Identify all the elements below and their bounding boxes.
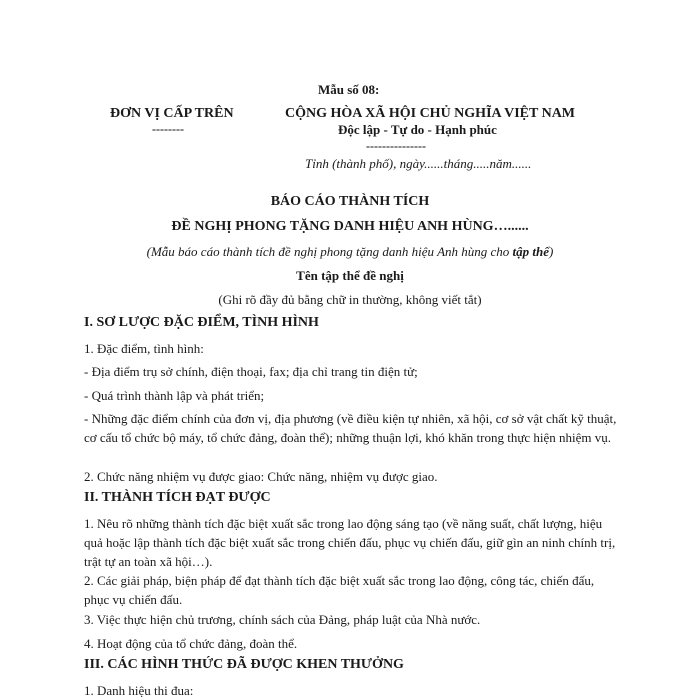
section-1-para-2: - Địa điểm trụ sở chính, điện thoại, fax; địa chỉ trang tin điện tử; [84,364,418,379]
section-3-para-1: 1. Danh hiệu thi đua: [84,683,194,698]
collective-note: (Ghi rõ đầy đủ bằng chữ in thường, không viết tắt) [218,292,482,307]
country-name: CỘNG HÒA XÃ HỘI CHỦ NGHĨA VIỆT NAM [285,106,576,121]
section-2-para-4: 4. Hoạt động của tổ chức đảng, đoàn thể. [84,636,298,651]
motto-dashes: --------------- [366,139,426,153]
section-3-heading: III. CÁC HÌNH THỨC ĐÃ ĐƯỢC KHEN THƯỞNG [84,657,404,672]
section-2-para-3: 3. Việc thực hiện chủ trương, chính sách của Đảng, pháp luật của Nhà nước. [84,612,481,627]
section-2-para-2: 2. Các giải pháp, biện pháp để đạt thành tích đặc biệt xuất sắc trong lao động, công tác, chiến đấu, phục vụ chiến đấu. [84,573,595,607]
section-2-heading: II. THÀNH TÍCH ĐẠT ĐƯỢC [84,490,271,505]
section-1-para-1: 1. Đặc điểm, tình hình: [84,341,204,356]
superior-unit: ĐƠN VỊ CẤP TRÊN [110,106,234,121]
section-1-para-5: 2. Chức năng nhiệm vụ được giao: Chức năng, nhiệm vụ được giao. [84,469,438,484]
superior-unit-dashes: -------- [152,122,184,136]
report-subtitle: (Mẫu báo cáo thành tích đề nghị phong tặng danh hiệu Anh hùng cho tập thể) [146,244,554,259]
section-2-para-1: 1. Nêu rõ những thành tích đặc biệt xuất sắc trong lao động sáng tạo (về năng suất, chất lượng, hiệu quả hoặc lập thành tích đặc biệt xuất sắc trong chiến đấu, phục vụ chiến đấu, giữ gìn an ninh chính trị, trật tự an toàn xã hội…). [84,516,616,569]
report-subject: ĐỀ NGHỊ PHONG TẶNG DANH HIỆU ANH HÙNG…...... [171,219,529,234]
section-1-para-3: - Quá trình thành lập và phát triển; [84,388,265,403]
form-number: Mẫu số 08: [318,82,380,97]
section-1-para-4: - Những đặc điểm chính của đơn vị, địa phương (về điều kiện tự nhiên, xã hội, cơ sở vật chất kỹ thuật, cơ cấu tổ chức bộ máy, tổ chức đảng, đoàn thể); những thuận lợi, khó khăn trong thực hiện nhiệm vụ. [84,411,617,445]
place-date: Tỉnh (thành phố), ngày......tháng.....năm...... [305,156,532,171]
report-title: BÁO CÁO THÀNH TÍCH [270,194,430,209]
section-1-heading: I. SƠ LƯỢC ĐẶC ĐIỂM, TÌNH HÌNH [84,315,319,330]
national-motto: Độc lập - Tự do - Hạnh phúc [338,122,497,137]
collective-name: Tên tập thể đề nghị [296,268,404,283]
